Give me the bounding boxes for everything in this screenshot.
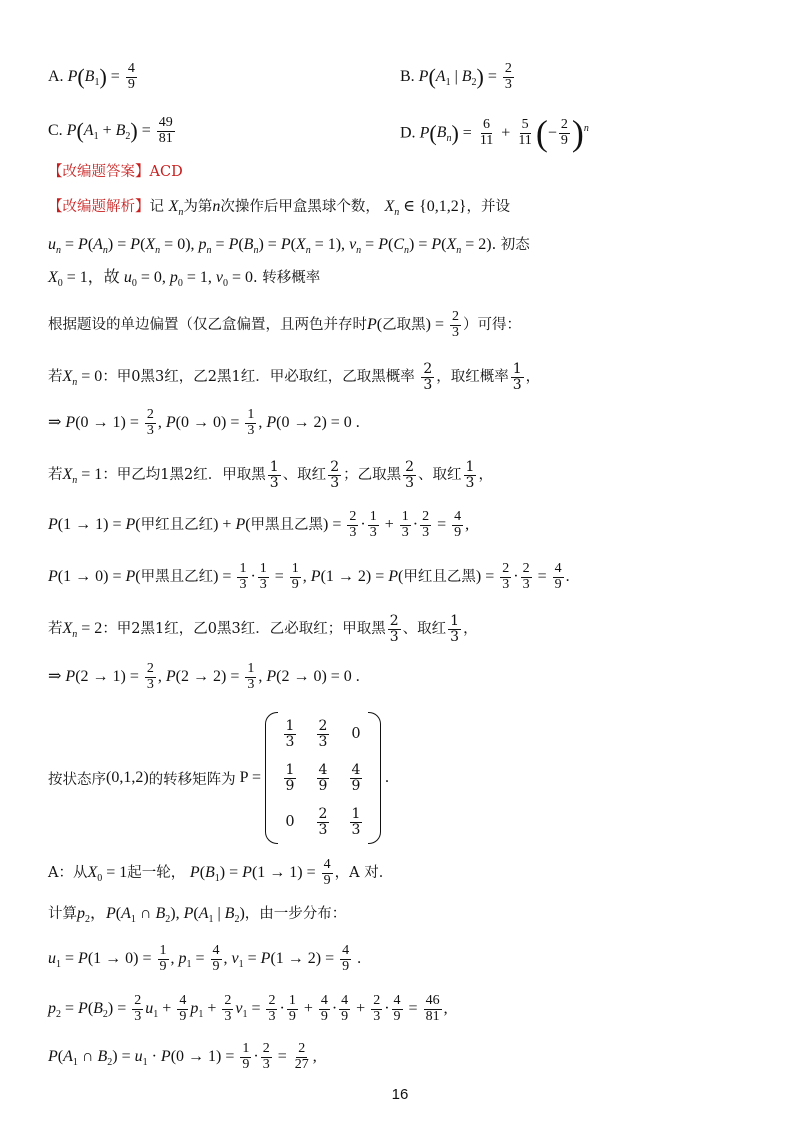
option-d: D. $P(B_n)$ = $\frac{6}{11}$ + $\frac{5}{11}$ (− $\frac{2}{9}$ )$^n$ (400, 113, 589, 153)
matrix-cell: $\frac{1}{3}$ (285, 717, 295, 750)
analysis-line-3: $X_0 = 1$，故 $u_0 = 0$, $p_0 = 1$, $v_0 = 0$. 转移概率 (48, 269, 321, 290)
case-2-line: 若$X_n = 2$：甲2黑1红，乙0黑3红．乙必取红；甲取黑 $\frac{2}{3}$ 、取红 $\frac{1}{3}$ ， (48, 613, 478, 645)
calc-line: 计算$p_2$，$P(A_1$ ∩ $B_2$), $P(A_1$ | $B_2$)，由一步分布： (48, 905, 347, 926)
analysis-tag: 【改编题解析】 (48, 199, 150, 215)
matrix-cell: $\frac{1}{3}$ (351, 805, 361, 838)
step-distribution: $u_1 = P(1 \to 0)$ = $\frac{1}{9}$ , $p_1$ = $\frac{4}{9}$ , $v_1 = P(1 \to 2)$ = $\frac{4}{9}$ . (48, 943, 362, 974)
answer-tag: 【改编题答案】 (48, 164, 150, 180)
bias-line: 根据题设的单边偏置（仅乙盒偏置，且两色并存时P(乙取黑) = $\frac{2}{3}$ ）可得： (48, 309, 521, 340)
option-b: B. $P(A_1$ | $B_2$) = $\frac{2}{3}$ (400, 61, 512, 92)
option-a-check: A：从$X_0 = 1$起一轮， $P(B_1) = P(1 \to 1)$ = $\frac{4}{9}$ ，A 对． (48, 857, 394, 888)
matrix-cell: $\frac{4}{9}$ (318, 761, 328, 794)
option-a-label: A. (48, 67, 64, 85)
case-2-result: ⇒ P(2 → 1) = $\frac{2}{3}$ , P(2 → 2) = $\frac{1}{3}$ , P(2 → 0) = 0 . (48, 661, 360, 692)
intersection-line: $P(A_1$ ∩ $B_2) = u_1 \cdot P(0 \to 1)$ = $\frac{1}{9}$ · $\frac{2}{3}$ = $\frac{2}{27}$ , (48, 1041, 317, 1072)
analysis-line-2: $u_n = P(A_n) = P(X_n = 0)$, $p_n = P(B_n) = P(X_n = 1)$, $v_n = P(C_n) = P(X_n = 2)$. 初态 (48, 236, 530, 257)
case-1-line: 若$X_n = 1$：甲乙均1黑2红．甲取黑 $\frac{1}{3}$ 、取红 $\frac{2}{3}$ ；乙取黑 $\frac{2}{3}$ 、取红 $\frac{1}{3}$ ， (48, 459, 493, 491)
option-b-value: $\frac{2}{3}$ (504, 61, 512, 92)
option-d-label: D. (400, 124, 416, 142)
option-b-label: B. (400, 67, 415, 85)
p11-line: P(1 → 1) = P(甲红且乙红) + P(甲黑且乙黑) = $\frac{2}{3}$ · $\frac{1}{3}$ + $\frac{1}{3}$ · $\frac{2}{3}$ = $\frac{4}{9}$ , (48, 509, 470, 540)
transition-matrix-line: 按状态序 (0,1,2) 的转移矩阵为 P = $\frac{1}{3}$ $\frac{2}{3}$ 0 $\frac{1}{9}$ $\frac{4}{9}$ $\frac{4}{9}$ 0 $\frac{2}{3}$ $\frac{1}{3}$ . (48, 712, 389, 844)
option-c: C. $P(A_1 + B_2)$ = $\frac{49}{81}$ (48, 115, 173, 146)
analysis-line-1: 【改编题解析】记 $X_n$为第n次操作后甲盒黑球个数， $X_n$ ∈ {0,1,2}，并设 (48, 198, 510, 219)
answer-line (48, 164, 183, 181)
p10-line: P(1 → 0) = P(甲黑且乙红) = $\frac{1}{3}$ · $\frac{1}{3}$ = $\frac{1}{9}$ , P(1 → 2) = P(甲红且乙黑) = $\frac{2}{3}$ · $\frac{2}{3}$ = $\frac{4}{9}$ . (48, 561, 570, 592)
option-c-label: C. (48, 121, 63, 139)
matrix-cell: 0 (351, 726, 361, 742)
matrix-cell: $\frac{2}{3}$ (318, 717, 328, 750)
case-0-result: ⇒ P(0 → 1) = $\frac{2}{3}$ , P(0 → 0) = $\frac{1}{3}$ , P(0 → 2) = 0 . (48, 407, 360, 438)
answer-value: ACD (149, 164, 183, 180)
matrix-cell: $\frac{1}{9}$ (285, 761, 295, 794)
option-a: A. $P(B_1)$ = $\frac{4}{9}$ (48, 61, 135, 92)
option-a-value: $\frac{4}{9}$ (127, 61, 135, 92)
transition-matrix (265, 712, 381, 844)
case-0-line: 若$X_n = 0$：甲0黑3红，乙2黑1红．甲必取红，乙取黑概率 $\frac{2}{3}$ ，取红概率 $\frac{1}{3}$ ， (48, 361, 541, 393)
matrix-cell: 0 (285, 814, 295, 830)
matrix-cell: $\frac{2}{3}$ (318, 805, 328, 838)
page-number: 16 (391, 1086, 409, 1103)
matrix-cell: $\frac{4}{9}$ (351, 761, 361, 794)
p2-line: $p_2 = P(B_2)$ = $\frac{2}{3}$ $u_1$ + $\frac{4}{9}$ $p_1$ + $\frac{2}{3}$ $v_1$ = $\frac{2}{3}$ · $\frac{1}{9}$ + $\frac{4}{9}$ · $\frac{4}{9}$ + $\frac{2}{3}$ · $\frac{4}{9}$ = $\frac{46}{81}$ , (48, 993, 448, 1024)
option-c-value: $\frac{49}{81}$ (158, 115, 173, 146)
